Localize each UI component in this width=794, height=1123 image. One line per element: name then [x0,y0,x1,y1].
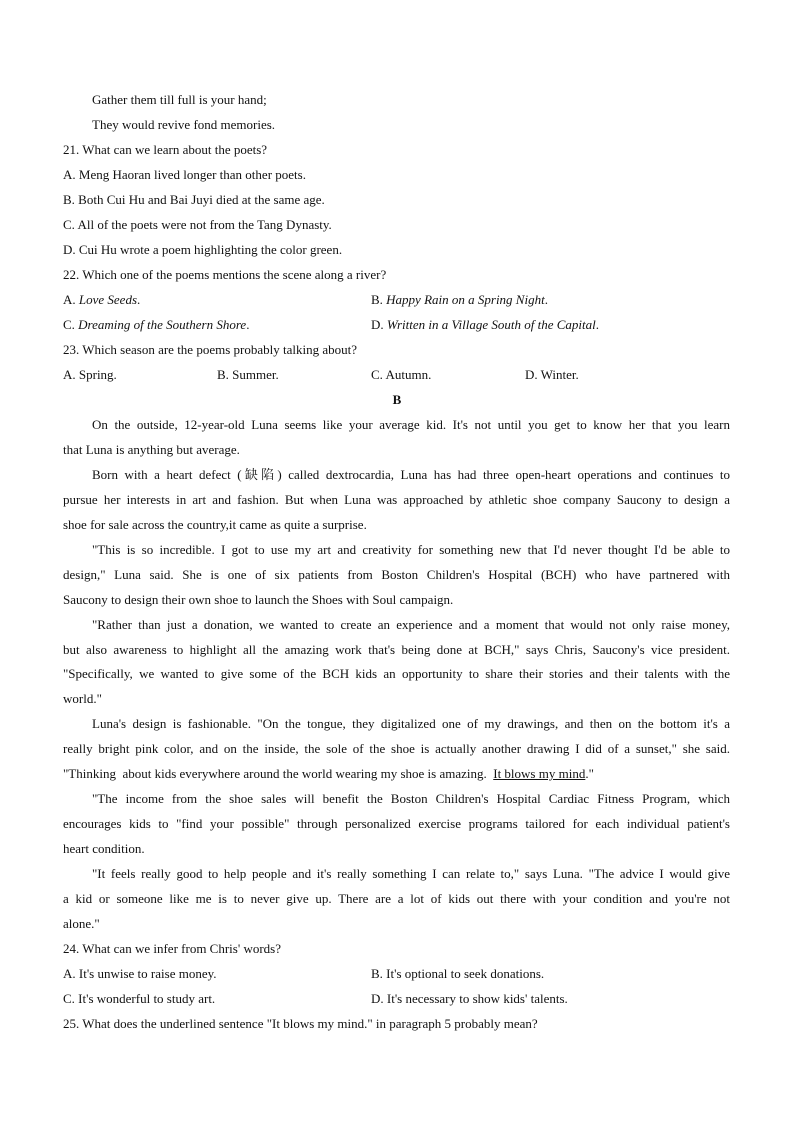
option-letter: A. [63,292,76,307]
passage-line: "This is so incredible. I got to use my art and creativity for something new that I'd never thought I'd be able to [92,542,730,557]
option-letter: B. [371,292,383,307]
poem-title: Dreaming of the Southern Shore [78,317,247,332]
passage-line: that Luna is anything but average. [63,442,240,457]
option-end: . [137,292,141,307]
option-a: A. It's unwise to raise money. [63,966,217,981]
question-stem: 24. What can we infer from Chris' words? [63,941,281,956]
option-b: B. Summer. [217,367,279,382]
section-heading: B [392,392,402,407]
passage-line: encourages kids to "find your possible" through personalized exercise programs tailored for each individual patient's [63,816,730,831]
passage-line: pursue her interests in art and fashion. But when Luna was approached by athletic shoe company Saucony to design a [63,492,730,507]
option-letter: D. [371,317,384,332]
text-after: ." [585,766,594,781]
option-end: . [595,317,599,332]
question-stem: 25. What does the underlined sentence "It blows my mind." in paragraph 5 probably mean? [63,1016,538,1031]
option-c: C. Autumn. [371,367,432,382]
option-letter: C. [63,317,75,332]
option-d [371,317,599,332]
option-a: A. Spring. [63,367,117,382]
passage-line: shoe for sale across the country,it came as quite a surprise. [63,517,367,532]
poem-title: Written in a Village South of the Capital [386,317,596,332]
question-stem: 21. What can we learn about the poets? [63,142,268,157]
option-b: B. It's optional to seek donations. [371,966,545,981]
passage-line: Born with a heart defect (缺陷) called dextrocardia, Luna has had three open-heart operations and continues to [92,467,730,482]
passage-line: "Specifically, we wanted to give some of the BCH kids an opportunity to share their stories and their talents with the [63,666,730,681]
option-d: D. Winter. [525,367,579,382]
text-before: "Thinking about kids everywhere around the world wearing my shoe is amazing. [63,766,494,781]
passage-line: "The income from the shoe sales will benefit the Boston Children's Hospital Cardiac Fitness Program, which [92,791,730,806]
passage-line: Luna's design is fashionable. "On the tongue, they digitalized one of my drawings, and then on the bottom it's a [92,716,730,731]
poem-title: Happy Rain on a Spring Night [386,292,545,307]
option-end: . [246,317,250,332]
option-a [63,292,140,307]
passage-line: alone." [63,916,100,931]
option-b: B. Both Cui Hu and Bai Juyi died at the same age. [63,192,325,207]
poem-line: They would revive fond memories. [92,117,276,132]
poem-line: Gather them till full is your hand; [92,92,267,107]
option-c [63,317,249,332]
passage-line: a kid or someone like me is to never give up. There are a lot of kids out there with your condition and you're not [63,891,730,906]
option-b [371,292,548,307]
passage-line: but also awareness to highlight all the amazing work that's being done at BCH," says Chris, Saucony's vice president. [63,642,730,657]
passage-line-underlined [63,766,730,781]
passage-line: Saucony to design their own shoe to launch the Shoes with Soul campaign. [63,592,454,607]
passage-line: design," Luna said. She is one of six patients from Boston Children's Hospital (BCH) who have partnered with [63,567,730,582]
passage-line: really bright pink color, and on the inside, the sole of the shoe is actually another drawing I did of a sunset," she said. [63,741,730,756]
question-stem: 23. Which season are the poems probably talking about? [63,342,357,357]
question-stem: 22. Which one of the poems mentions the scene along a river? [63,267,387,282]
passage-line: heart condition. [63,841,145,856]
option-c: C. All of the poets were not from the Tang Dynasty. [63,217,332,232]
option-a: A. Meng Haoran lived longer than other poets. [63,167,306,182]
poem-title: Love Seeds [78,292,138,307]
passage-line: "It feels really good to help people and it's really something I can relate to," says Luna. "The advice I would give [92,866,730,881]
passage-line: "Rather than just a donation, we wanted to create an experience and a moment that would not only raise money, [92,617,730,632]
passage-line: world." [63,691,102,706]
underlined-sentence: It blows my mind [493,766,586,781]
option-end: . [544,292,548,307]
option-d: D. It's necessary to show kids' talents. [371,991,568,1006]
option-c: C. It's wonderful to study art. [63,991,216,1006]
option-d: D. Cui Hu wrote a poem highlighting the color green. [63,242,343,257]
passage-line: On the outside, 12-year-old Luna seems like your average kid. It's not until you get to know her that you learn [92,417,730,432]
